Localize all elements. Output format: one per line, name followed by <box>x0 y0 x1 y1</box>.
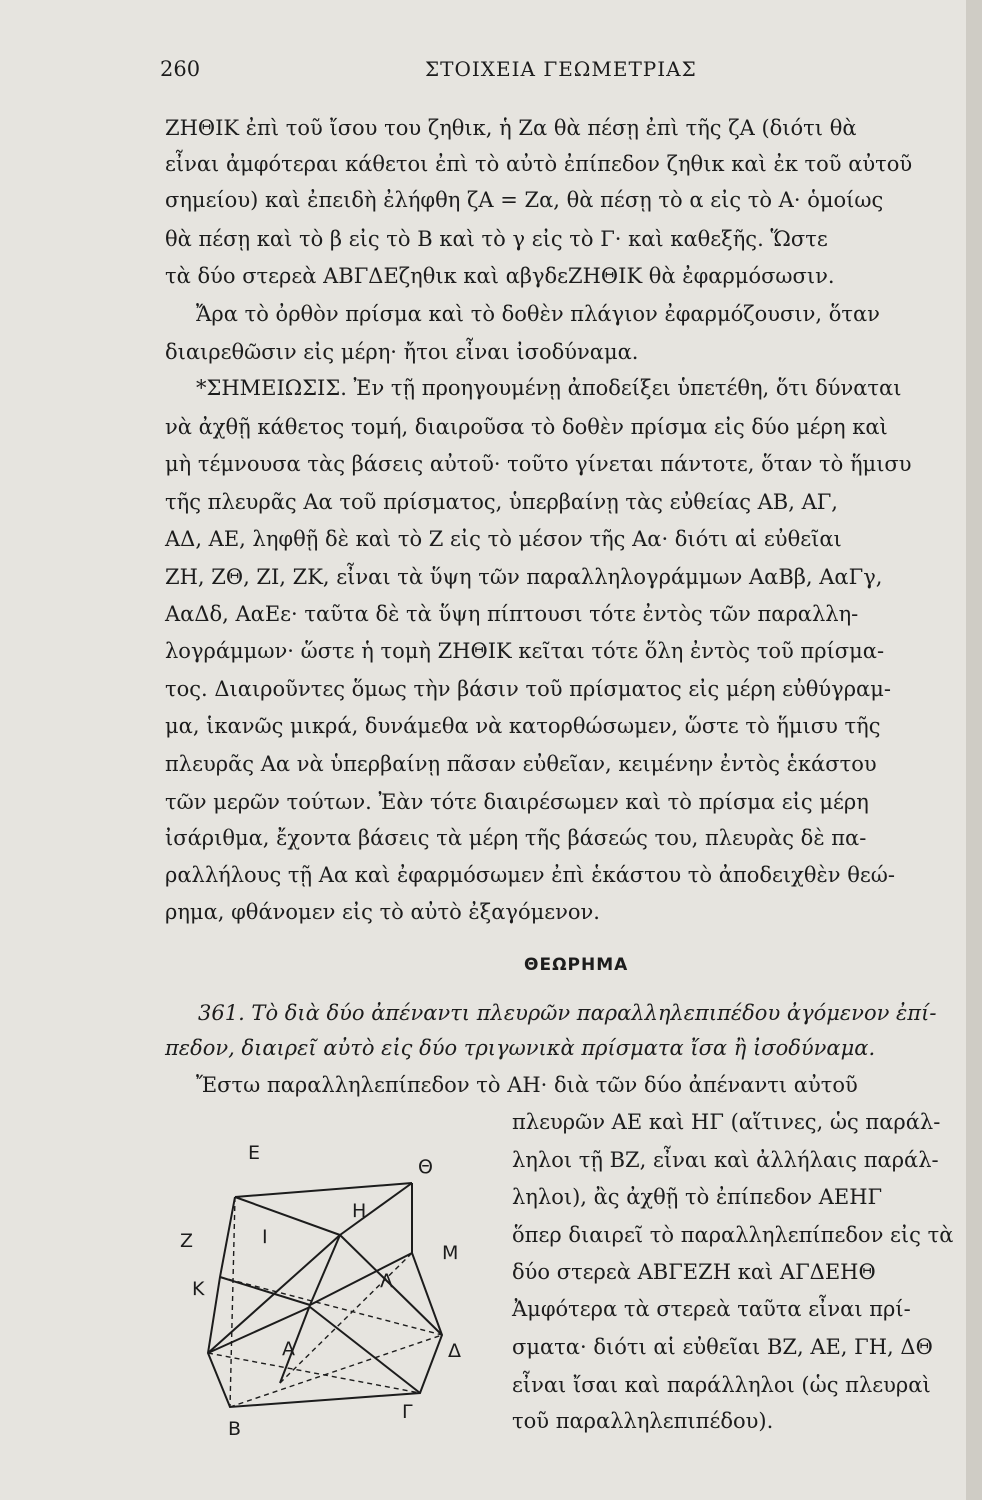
proof-line: ὅπερ διαιρεῖ τὸ παραλληλεπίπεδον εἰς τὰ <box>512 1223 954 1247</box>
hidden-edge <box>230 1335 442 1407</box>
body-line: τῶν μερῶν τούτων. Ἐὰν τότε διαιρέσωμεν καὶ τὸ πρίσμα εἰς μέρη <box>165 790 869 814</box>
page-number: 260 <box>160 57 201 81</box>
hidden-edge <box>230 1197 235 1407</box>
body-line: ΖΗ, ΖΘ, ΖΙ, ΖΚ, εἶναι τὰ ὕψη τῶν παραλληλογράμμων ΑαΒβ, ΑαΓγ, <box>165 565 883 589</box>
body-line: ΑΔ, ΑΕ, ληφθῇ δὲ καὶ τὸ Ζ εἰς τὸ μέσον τῆς Αα· διότι αἱ εὐθεῖαι <box>165 527 842 551</box>
theorem-title: ΘΕΩΡΗΜΑ <box>524 955 629 975</box>
note-heading-line: *ΣΗΜΕΙΩΣΙΣ. Ἐν τῇ προηγουμένῃ ἀποδείξει ὑπετέθη, ὅτι δύναται <box>196 376 902 400</box>
parallelepiped-diagram <box>180 1135 490 1440</box>
body-line: Ἄρα τὸ ὀρθὸν πρίσμα καὶ τὸ δοθὲν πλάγιον ἐφαρμόζουσιν, ὅταν <box>196 302 880 326</box>
body-line: λογράμμων· ὥστε ἡ τομὴ ΖΗΘΙΚ κεῖται τότε ὅλη ἐντὸς τοῦ πρίσμα- <box>165 639 885 663</box>
hidden-edge <box>220 1277 442 1335</box>
parallelepiped-figure <box>180 1135 490 1440</box>
body-line: νὰ ἀχθῇ κάθετος τομή, διαιροῦσα τὸ δοθὲν πρίσμα εἰς δύο μέρη καὶ <box>165 415 888 439</box>
hidden-edge <box>208 1353 420 1393</box>
body-line: τὰ δύο στερεὰ ΑΒΓΔΕζηθικ καὶ αβγδεΖΗΘΙΚ θὰ ἐφαρμόσωσιν. <box>165 264 835 288</box>
figure-label-A: Α <box>282 1338 295 1360</box>
body-line: τῆς πλευρᾶς Αα τοῦ πρίσματος, ὑπερβαίνῃ τὰς εὐθείας ΑΒ, ΑΓ, <box>165 490 838 514</box>
top-left-edge <box>235 1197 340 1235</box>
section-edge <box>310 1253 412 1305</box>
body-line: ΖΗΘΙΚ ἐπὶ τοῦ ἴσου του ζηθικ, ἡ Ζα θὰ πέσῃ ἐπὶ τῆς ζΑ (διότι θὰ <box>165 116 857 140</box>
figure-label-H: Η <box>352 1200 367 1222</box>
figure-label-K: Κ <box>192 1278 205 1300</box>
body-line: διαιρεθῶσιν εἰς μέρη· ἤτοι εἶναι ἰσοδύναμα. <box>165 340 639 364</box>
proof-line: ληλοι τῇ ΒΖ, εἶναι καὶ ἀλλήλαις παράλ- <box>512 1148 939 1172</box>
outline-edge <box>208 1183 442 1407</box>
figure-label-M: Μ <box>442 1242 459 1264</box>
theorem-statement-line: πεδον, διαιρεῖ αὐτὸ εἰς δύο τριγωνικὰ πρίσματα ἴσα ἢ ἰσοδύναμα. <box>165 1036 876 1060</box>
page-edge-shadow <box>966 0 982 1500</box>
figure-label-Delta: Δ <box>448 1340 461 1362</box>
figure-label-I: Ι <box>262 1226 268 1248</box>
base-front-edge <box>310 1307 420 1393</box>
body-line: σημείου) καὶ ἐπειδὴ ἐλήφθη ζΑ = Ζα, θὰ πέσῃ τὸ α εἰς τὸ Α· ὁμοίως <box>165 188 884 212</box>
body-line: ρημα, φθάνομεν εἰς τὸ αὐτὸ ἐξαγόμενον. <box>165 900 600 924</box>
body-line: πλευρᾶς Αα νὰ ὑπερβαίνῃ πᾶσαν εὐθεῖαν, κειμένην ἐντὸς ἑκάστου <box>165 752 877 776</box>
figure-label-B: Β <box>228 1418 242 1440</box>
body-line: θὰ πέσῃ καὶ τὸ β εἰς τὸ Β καὶ τὸ γ εἰς τὸ Γ· καὶ καθεξῆς. Ὥστε <box>165 227 828 251</box>
top-right-edge <box>340 1183 412 1235</box>
theorem-statement-line: 361. Τὸ διὰ δύο ἀπέναντι πλευρῶν παραλληλεπιπέδου ἀγόμενον ἐπί- <box>198 1001 937 1025</box>
figure-label-Z: Ζ <box>180 1230 194 1252</box>
body-line: εἶναι ἀμφότεραι κάθετοι ἐπὶ τὸ αὐτὸ ἐπίπεδον ζηθικ καὶ ἐκ τοῦ αὐτοῦ <box>165 152 913 176</box>
vertical-edge <box>310 1235 340 1305</box>
proof-line: Ἀμφότερα τὰ στερεὰ ταῦτα εἶναι πρί- <box>512 1297 911 1321</box>
proof-line: εἶναι ἴσαι καὶ παράλληλοι (ὡς πλευραὶ <box>512 1373 931 1397</box>
body-line: ΑαΔδ, ΑαΕε· ταῦτα δὲ τὰ ὕψη πίπτουσι τότε ἐντὸς τῶν παραλλη- <box>165 602 859 626</box>
body-line: μὴ τέμνουσα τὰς βάσεις αὐτοῦ· τοῦτο γίνεται πάντοτε, ὅταν τὸ ἥμισυ <box>165 452 912 476</box>
figure-label-Theta: Θ <box>418 1156 433 1178</box>
body-line: ἰσάριθμα, ἔχοντα βάσεις τὰ μέρη τῆς βάσεώς του, πλευρὰς δὲ πα- <box>165 826 867 850</box>
body-line: μα, ἱκανῶς μικρά, δυνάμεθα νὰ κατορθώσωμεν, ὥστε τὸ ἥμισυ τῆς <box>165 714 881 738</box>
figure-label-Lambda: Λ <box>380 1270 393 1292</box>
figure-label-Gamma: Γ <box>402 1401 413 1423</box>
proof-line: τοῦ παραλληλεπιπέδου). <box>512 1409 774 1433</box>
proof-line: πλευρῶν ΑΕ καὶ ΗΓ (αἵτινες, ὡς παράλ- <box>512 1110 941 1134</box>
running-title: ΣΤΟΙΧΕΙΑ ΓΕΩΜΕΤΡΙΑΣ <box>425 57 697 81</box>
figure-label-E: Ε <box>248 1142 261 1164</box>
diagonal-plane-edge <box>208 1235 340 1353</box>
proof-line: ληλοι), ἂς ἀχθῇ τὸ ἐπίπεδον ΑΕΗΓ <box>512 1185 883 1209</box>
body-line: τος. Διαιροῦντες ὅμως τὴν βάσιν τοῦ πρίσματος εἰς μέρη εὐθύγραμ- <box>165 677 891 701</box>
body-line: ραλλήλους τῇ Αα καὶ ἐφαρμόσωμεν ἐπὶ ἑκάστου τὸ ἀποδειχθὲν θεώ- <box>165 863 895 887</box>
proof-line: σματα· διότι αἱ εὐθεῖαι ΒΖ, ΑΕ, ΓΗ, ΔΘ <box>512 1335 933 1359</box>
proof-line: Ἔστω παραλληλεπίπεδον τὸ ΑΗ· διὰ τῶν δύο ἀπέναντι αὐτοῦ <box>196 1073 858 1097</box>
top-back-edge <box>235 1183 412 1197</box>
proof-line: δύο στερεὰ ΑΒΓΕΖΗ καὶ ΑΓΔΕΗΘ <box>512 1260 876 1284</box>
